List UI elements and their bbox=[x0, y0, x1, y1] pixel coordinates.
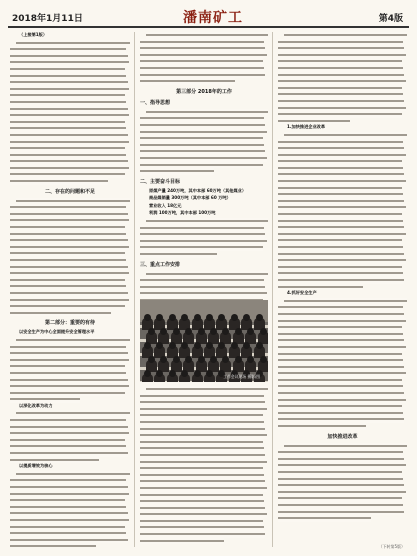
text-line bbox=[284, 132, 407, 139]
text-line bbox=[278, 304, 403, 311]
text-line bbox=[278, 98, 404, 105]
text-line bbox=[140, 524, 264, 531]
text-line bbox=[10, 524, 125, 531]
text-line bbox=[140, 231, 265, 238]
attendee-head bbox=[231, 342, 238, 349]
text-line bbox=[10, 383, 129, 390]
text-line bbox=[10, 165, 129, 172]
text-line bbox=[10, 303, 125, 310]
attendee-head bbox=[144, 342, 151, 349]
text-line bbox=[140, 284, 265, 291]
text-line bbox=[278, 264, 402, 271]
photo-caption: 工作会议现场 摄影/图 bbox=[223, 374, 260, 379]
text-line bbox=[278, 423, 366, 430]
text-line bbox=[278, 390, 404, 397]
text-line bbox=[278, 211, 402, 218]
attendee-head bbox=[235, 328, 242, 335]
text-line bbox=[10, 477, 126, 484]
text-line bbox=[140, 459, 267, 466]
attendee-head bbox=[256, 314, 263, 321]
text-line bbox=[278, 502, 403, 509]
text-line bbox=[278, 489, 406, 496]
paragraph-lead: 以提质增效为核心 bbox=[19, 463, 53, 469]
text-line bbox=[278, 72, 404, 79]
text-line bbox=[278, 277, 404, 284]
text-line bbox=[10, 139, 129, 146]
attendee-head bbox=[260, 356, 267, 363]
text-line bbox=[278, 111, 402, 118]
text-line bbox=[278, 244, 403, 251]
attendee-head bbox=[260, 328, 267, 335]
text-line bbox=[140, 39, 264, 46]
text-line bbox=[10, 224, 125, 231]
attendee-head bbox=[231, 314, 238, 321]
paragraph-lead: 以深化改革为动力 bbox=[19, 402, 53, 408]
text-line bbox=[10, 53, 128, 60]
text-line bbox=[140, 142, 264, 149]
body-text-block bbox=[278, 443, 407, 522]
text-line bbox=[10, 99, 126, 106]
text-line bbox=[10, 424, 128, 431]
text-line bbox=[140, 439, 263, 446]
text-line bbox=[278, 185, 402, 192]
text-line bbox=[284, 32, 407, 39]
text-line bbox=[140, 518, 263, 525]
text-line bbox=[278, 370, 406, 377]
body-text-block bbox=[278, 298, 407, 430]
text-line bbox=[278, 270, 403, 277]
target-item: 营业收入 18亿元 bbox=[149, 202, 182, 208]
section-heading: 加快推进改革 bbox=[327, 433, 358, 440]
attendee-head bbox=[169, 314, 176, 321]
text-line bbox=[140, 135, 263, 142]
article-column-2-lower bbox=[140, 386, 268, 547]
text-line bbox=[278, 231, 406, 238]
text-line bbox=[10, 152, 126, 159]
text-line bbox=[278, 397, 406, 404]
text-line bbox=[140, 225, 264, 232]
text-line bbox=[10, 119, 125, 126]
text-line bbox=[278, 198, 404, 205]
page-header bbox=[8, 6, 409, 28]
text-line bbox=[10, 491, 129, 498]
text-line bbox=[140, 432, 267, 439]
body-text-block bbox=[10, 337, 130, 403]
attendee-head bbox=[173, 356, 180, 363]
text-line bbox=[10, 145, 125, 152]
text-line bbox=[140, 412, 263, 419]
text-line bbox=[10, 46, 126, 53]
body-text-block bbox=[140, 386, 268, 544]
text-line bbox=[278, 337, 404, 344]
section-heading: 第二部分：重要的有待 bbox=[44, 320, 95, 327]
text-line bbox=[140, 45, 265, 52]
text-line bbox=[10, 158, 128, 165]
text-line bbox=[278, 257, 406, 264]
text-line bbox=[140, 478, 265, 485]
text-line bbox=[10, 171, 125, 178]
text-line bbox=[10, 363, 125, 370]
text-line bbox=[10, 417, 126, 424]
text-line bbox=[10, 350, 128, 357]
text-line bbox=[140, 251, 217, 258]
attendee-head bbox=[148, 328, 155, 335]
text-line bbox=[140, 122, 265, 129]
attendee-head bbox=[194, 314, 201, 321]
text-line bbox=[10, 73, 126, 80]
text-line bbox=[140, 290, 267, 297]
text-line bbox=[10, 390, 125, 397]
text-line bbox=[10, 504, 126, 511]
target-item: 原煤产量 240万吨，其中本部 60万吨（其他煤业） bbox=[149, 187, 247, 193]
text-line bbox=[140, 465, 263, 472]
paragraph-lead: 1.加快推进企业改革 bbox=[287, 124, 326, 130]
text-line bbox=[10, 257, 126, 264]
text-line bbox=[278, 351, 402, 358]
attendee-head bbox=[198, 356, 205, 363]
text-line bbox=[140, 399, 265, 406]
continued-note: （下转第5版） bbox=[378, 544, 405, 549]
text-line bbox=[10, 86, 129, 93]
body-text-block bbox=[10, 198, 130, 317]
text-line bbox=[278, 410, 403, 417]
text-line bbox=[146, 271, 268, 278]
attendee-head bbox=[210, 356, 217, 363]
text-line bbox=[140, 148, 265, 155]
sub-heading: 三、重点工作安排 bbox=[140, 261, 181, 268]
sub-heading: 二、主要奋斗目标 bbox=[140, 178, 181, 185]
text-line bbox=[140, 472, 264, 479]
text-line bbox=[10, 537, 128, 544]
text-line bbox=[278, 45, 404, 52]
text-line bbox=[278, 482, 404, 489]
text-line bbox=[140, 72, 265, 79]
text-line bbox=[10, 283, 126, 290]
attendee-head bbox=[206, 314, 213, 321]
text-line bbox=[278, 139, 403, 146]
text-line bbox=[10, 277, 125, 284]
issue-date: 2018年1月11日 bbox=[12, 14, 83, 24]
text-line bbox=[278, 364, 404, 371]
text-line bbox=[10, 125, 126, 132]
body-text-block bbox=[10, 471, 130, 547]
text-line bbox=[278, 383, 403, 390]
section-heading: 二、存在的问题和不足 bbox=[44, 188, 95, 195]
text-line bbox=[140, 445, 264, 452]
text-line bbox=[140, 115, 264, 122]
text-line bbox=[278, 152, 406, 159]
text-line bbox=[140, 485, 267, 492]
text-line bbox=[16, 198, 130, 205]
text-line bbox=[10, 250, 125, 257]
text-line bbox=[140, 498, 264, 505]
text-line bbox=[278, 377, 402, 384]
text-line bbox=[10, 530, 126, 537]
text-line bbox=[278, 78, 406, 85]
text-line bbox=[10, 106, 128, 113]
target-item: 利润 100万吨，其中本部 100万吨 bbox=[149, 210, 216, 216]
text-line bbox=[10, 204, 126, 211]
text-line bbox=[140, 505, 265, 512]
text-line bbox=[10, 543, 96, 547]
text-line bbox=[278, 331, 403, 338]
text-line bbox=[16, 410, 130, 417]
text-line bbox=[140, 244, 263, 251]
text-line bbox=[278, 165, 403, 172]
text-line bbox=[10, 237, 128, 244]
body-text-block bbox=[278, 132, 407, 290]
text-line bbox=[10, 270, 129, 277]
page-number: 第4版 bbox=[378, 14, 403, 24]
text-line bbox=[10, 484, 128, 491]
text-line bbox=[146, 32, 268, 39]
text-line bbox=[10, 290, 128, 297]
text-line bbox=[278, 251, 404, 258]
text-line bbox=[278, 218, 403, 225]
text-line bbox=[278, 515, 371, 522]
text-line bbox=[10, 297, 129, 304]
text-line bbox=[278, 357, 403, 364]
text-line bbox=[278, 39, 403, 46]
text-line bbox=[140, 65, 264, 72]
target-item: 商品煤销量 300万吨（其中本部 60 万吨） bbox=[149, 195, 231, 201]
text-line bbox=[10, 231, 126, 238]
text-line bbox=[278, 416, 404, 423]
text-line bbox=[278, 476, 403, 483]
text-line bbox=[10, 430, 129, 437]
text-line bbox=[10, 66, 125, 73]
text-line bbox=[278, 509, 404, 516]
attendee-head bbox=[144, 314, 151, 321]
attendee-head bbox=[148, 356, 155, 363]
text-line bbox=[10, 510, 128, 517]
continued-from-note: （上接第1版） bbox=[19, 32, 48, 37]
text-line bbox=[278, 449, 403, 456]
body-text-block bbox=[140, 218, 268, 258]
attendee-head bbox=[169, 342, 176, 349]
text-line bbox=[278, 145, 404, 152]
text-line bbox=[10, 377, 128, 384]
text-line bbox=[10, 132, 128, 139]
text-line bbox=[278, 469, 402, 476]
text-line bbox=[284, 298, 407, 305]
text-line bbox=[278, 58, 402, 65]
text-line bbox=[140, 168, 214, 175]
text-line bbox=[278, 191, 403, 198]
text-line bbox=[278, 344, 406, 351]
text-line bbox=[140, 406, 267, 413]
text-line bbox=[10, 517, 129, 524]
text-line bbox=[10, 92, 125, 99]
section-heading: 第三部分 2018年的工作 bbox=[176, 88, 232, 95]
body-text-block bbox=[140, 32, 268, 85]
text-line bbox=[140, 419, 264, 426]
text-line bbox=[16, 337, 130, 344]
attendee-head bbox=[198, 328, 205, 335]
text-line bbox=[10, 264, 128, 271]
text-line bbox=[278, 224, 404, 231]
text-line bbox=[10, 211, 128, 218]
attendee-head bbox=[235, 356, 242, 363]
text-line bbox=[278, 324, 402, 331]
text-line bbox=[278, 462, 406, 469]
text-line bbox=[140, 58, 263, 65]
text-line bbox=[146, 218, 268, 225]
text-line bbox=[278, 85, 402, 92]
attendee-head bbox=[210, 328, 217, 335]
attendee-head bbox=[173, 328, 180, 335]
text-line bbox=[278, 495, 402, 502]
text-line bbox=[278, 91, 403, 98]
text-line bbox=[278, 65, 403, 72]
text-line bbox=[146, 109, 268, 116]
text-line bbox=[140, 162, 263, 169]
text-line bbox=[10, 217, 129, 224]
masthead-title: 潘南矿工 bbox=[183, 10, 243, 26]
text-line bbox=[140, 531, 265, 538]
text-line bbox=[10, 443, 126, 450]
text-line bbox=[146, 386, 268, 393]
text-line bbox=[10, 59, 129, 66]
text-line bbox=[10, 178, 108, 185]
body-text-block bbox=[140, 109, 268, 175]
text-line bbox=[10, 112, 129, 119]
text-line bbox=[284, 443, 407, 450]
text-line bbox=[10, 450, 128, 457]
text-line bbox=[10, 310, 111, 317]
text-line bbox=[140, 155, 267, 162]
text-line bbox=[278, 171, 404, 178]
text-line bbox=[10, 344, 126, 351]
text-line bbox=[16, 40, 130, 47]
text-line bbox=[140, 452, 265, 459]
text-line bbox=[140, 129, 267, 136]
text-line bbox=[10, 370, 126, 377]
text-line bbox=[140, 426, 265, 433]
text-line bbox=[140, 492, 263, 499]
attendee-head bbox=[206, 342, 213, 349]
text-line bbox=[140, 277, 264, 284]
text-line bbox=[140, 393, 264, 400]
text-line bbox=[140, 78, 235, 85]
meeting-photo bbox=[140, 300, 268, 382]
body-text-block bbox=[278, 32, 407, 124]
text-line bbox=[278, 178, 406, 185]
text-line bbox=[278, 204, 406, 211]
text-line bbox=[10, 244, 129, 251]
article-column-1 bbox=[10, 32, 130, 547]
sub-heading: 一、指导思想 bbox=[140, 99, 171, 106]
text-line bbox=[10, 497, 125, 504]
text-line bbox=[140, 511, 267, 518]
text-line bbox=[278, 52, 406, 59]
text-line bbox=[140, 52, 267, 59]
paragraph-lead: 4.抓好安全生产 bbox=[287, 290, 317, 296]
text-line bbox=[16, 471, 130, 478]
column-divider bbox=[272, 32, 273, 547]
body-text-block bbox=[10, 410, 130, 463]
attendee-head bbox=[256, 342, 263, 349]
text-line bbox=[278, 158, 402, 165]
text-line bbox=[278, 237, 402, 244]
text-line bbox=[278, 403, 402, 410]
text-line bbox=[140, 538, 224, 545]
text-line bbox=[278, 318, 406, 325]
text-line bbox=[10, 396, 80, 403]
text-line bbox=[10, 357, 129, 364]
body-text-block bbox=[10, 40, 130, 185]
text-line bbox=[278, 311, 404, 318]
text-line bbox=[140, 238, 267, 245]
text-line bbox=[10, 437, 125, 444]
article-column-3 bbox=[278, 32, 407, 547]
paragraph-lead: 以安全生产为中心全面提升安全管理水平 bbox=[19, 329, 95, 335]
column-divider bbox=[134, 32, 135, 547]
text-line bbox=[10, 79, 128, 86]
attendee-head bbox=[194, 342, 201, 349]
text-line bbox=[278, 456, 404, 463]
text-line bbox=[278, 105, 406, 112]
